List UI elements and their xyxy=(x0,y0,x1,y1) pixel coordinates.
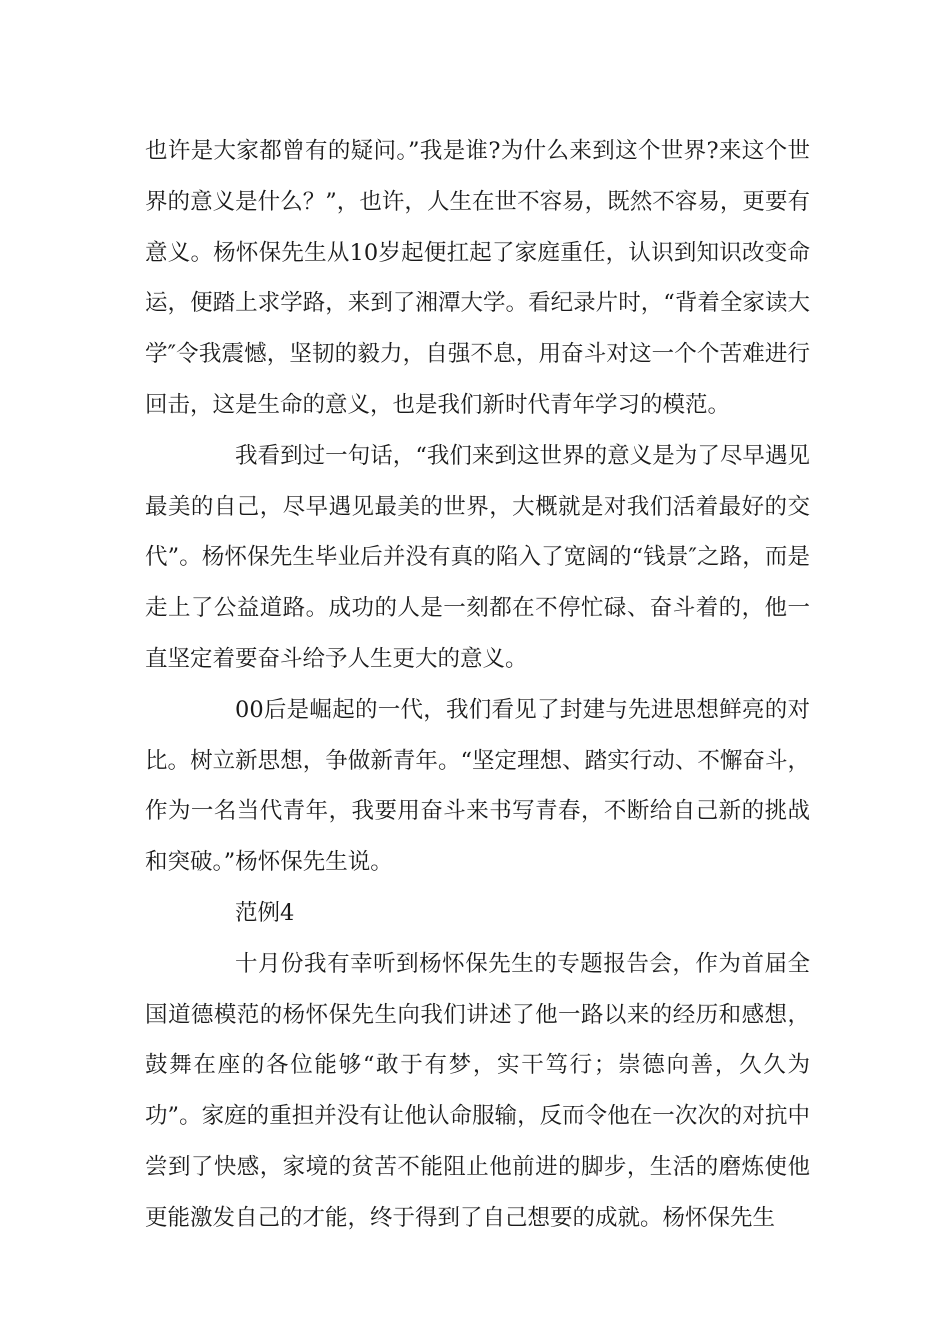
paragraph-3: 00后是崛起的一代，我们看见了封建与先进思想鲜亮的对比。树立新思想，争做新青年。“坚定理想、踏实行动、不懈奋斗，作为一名当代青年，我要用奋斗来书写青春，不断给自己新的挑战和突破。”杨怀保先生说。 xyxy=(145,696,810,876)
paragraph-1: 也许是大家都曾有的疑问。”我是谁?为什么来到这个世界?来这个世界的意义是什么？”，也许，人生在世不容易，既然不容易，更要有意义。杨怀保先生从10岁起便扛起了家庭重任，认识到知识改变命运，便踏上求学路，来到了湘潭大学。看纪录片时，“背着全家读大学″令我震憾，坚韧的毅力，自强不息，用奋斗对这一个个苦难进行回击，这是生命的意义，也是我们新时代青年学习的模范。 xyxy=(145,138,810,418)
paragraph-4: 十月份我有幸听到杨怀保先生的专题报告会，作为首届全国道德模范的杨怀保先生向我们讲述了他一路以来的经历和感想，鼓舞在座的各位能够“敢于有梦，实干笃行；崇德向善，久久为功”。家庭的重担并没有让他认命服输，反而令他在一次次的对抗中尝到了快感，家境的贫苦不能阻止他前进的脚步，生活的磨炼使他更能激发自己的才能，终于得到了自己想要的成就。杨怀保先生 xyxy=(145,950,810,1231)
document-body xyxy=(145,126,810,1244)
section-heading: 范例4 xyxy=(235,899,295,926)
paragraph-2: 我看到过一句话，“我们来到这世界的意义是为了尽早遇见最美的自己，尽早遇见最美的世界，大概就是对我们活着最好的交代”。杨怀保先生毕业后并没有真的陷入了宽阔的“钱景″之路，而是走上了公益道路。成功的人是一刻都在不停忙碌、奋斗着的，他一直坚定着要奋斗给予人生更大的意义。 xyxy=(145,442,810,672)
